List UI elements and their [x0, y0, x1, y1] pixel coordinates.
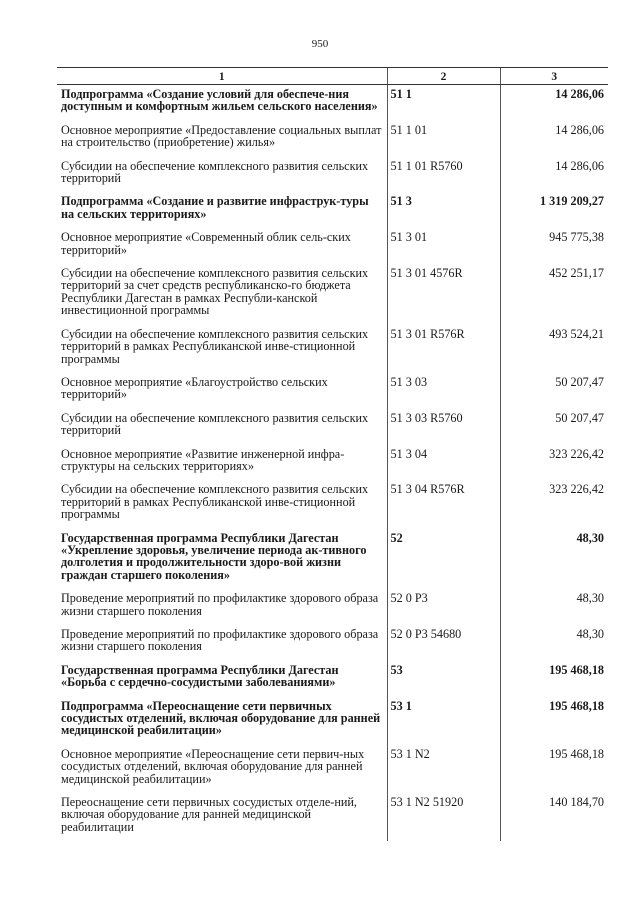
- row-name: Подпрограмма «Создание и развитие инфраструк-туры на сельских территориях»: [61, 194, 369, 221]
- row-code: 53 1 N2 51920: [387, 793, 500, 841]
- row-amount: 14 286,06: [500, 85, 608, 121]
- table-row: [57, 121, 608, 157]
- row-amount: 195 468,18: [500, 745, 608, 793]
- row-amount: 50 207,47: [500, 373, 608, 409]
- table-row: [57, 157, 608, 193]
- row-amount: 140 184,70: [500, 793, 608, 841]
- row-code: 53 1: [387, 697, 500, 745]
- row-name: Подпрограмма «Переоснащение сети первичных сосудистых отделений, включая оборудование для ранней медицинской реабилитации»: [61, 698, 381, 738]
- row-code: 51 3 04 R576R: [387, 480, 500, 528]
- table-body: [57, 85, 608, 842]
- column-header: 1: [57, 68, 387, 85]
- row-amount: 14 286,06: [500, 121, 608, 157]
- table-row: [57, 793, 608, 841]
- row-amount: 945 775,38: [500, 228, 608, 264]
- row-amount: 50 207,47: [500, 409, 608, 445]
- row-name: Основное мероприятие «Благоустройство сельских территорий»: [61, 374, 328, 402]
- row-amount: 195 468,18: [500, 661, 608, 697]
- page-number: 950: [311, 38, 329, 50]
- row-code: 51 1: [387, 85, 500, 121]
- row-amount: 195 468,18: [500, 697, 608, 745]
- budget-table: [57, 67, 608, 841]
- row-amount: 323 226,42: [500, 480, 608, 528]
- row-name: Субсидии на обеспечение комплексного развития сельских территорий за счет средств республиканско-го бюджета Республики Дагестан в рамках Республи-канской инвестиционной программы: [61, 266, 369, 318]
- row-code: 52 0 P3 54680: [387, 625, 500, 661]
- row-code: 51 3 01: [387, 228, 500, 264]
- row-amount: 14 286,06: [500, 157, 608, 193]
- table-row: [57, 228, 608, 264]
- table-row: [57, 529, 608, 590]
- row-amount: 1 319 209,27: [500, 192, 608, 228]
- row-name: Основное мероприятие «Развитие инженерной инфра-структуры на сельских территориях»: [61, 446, 345, 473]
- row-name: Государственная программа Республики Дагестан «Укрепление здоровья, увеличение периода ак-тивного долголетия и продолжительности здоро-вой жизни граждан старшего поколения»: [61, 530, 367, 582]
- row-name: Субсидии на обеспечение комплексного развития сельских территорий в рамках Республиканской инве-стиционной программы: [61, 326, 369, 366]
- row-code: 52: [387, 529, 500, 590]
- table-row: [57, 589, 608, 625]
- table-header: [57, 68, 608, 85]
- row-name: Переоснащение сети первичных сосудистых отделе-ний, включая оборудование для ранней медицинской реабилитации: [61, 795, 357, 834]
- row-code: 51 1 01: [387, 121, 500, 157]
- header-row: [57, 68, 608, 85]
- row-name: Основное мероприятие «Современный облик сель-ских территорий»: [61, 230, 351, 257]
- row-name: Основное мероприятие «Переоснащение сети первич-ных сосудистых отделений, включая оборудование для ранней медицинской реабилитации»: [61, 746, 365, 786]
- table-row: [57, 373, 608, 409]
- row-code: 51 3 01 R576R: [387, 325, 500, 373]
- table-row: [57, 697, 608, 745]
- row-amount: 48,30: [500, 529, 608, 590]
- table-row: [57, 85, 608, 121]
- row-name: Основное мероприятие «Предоставление социальных выплат на строительство (приобретение) жилья»: [61, 122, 382, 150]
- row-amount: 493 524,21: [500, 325, 608, 373]
- row-name: Субсидии на обеспечение комплексного развития сельских территорий: [61, 410, 369, 438]
- row-code: 51 3 03: [387, 373, 500, 409]
- table-row: [57, 661, 608, 697]
- table-row: [57, 264, 608, 325]
- column-header: 3: [500, 68, 608, 85]
- row-code: 51 1 01 R5760: [387, 157, 500, 193]
- row-code: 52 0 P3: [387, 589, 500, 625]
- row-code: 51 3: [387, 192, 500, 228]
- row-amount: 48,30: [500, 589, 608, 625]
- row-name: Проведение мероприятий по профилактике здорового образа жизни старшего поколения: [61, 627, 379, 654]
- table-row: [57, 445, 608, 481]
- row-name: Субсидии на обеспечение комплексного развития сельских территорий в рамках Республиканской инве-стиционной программы: [61, 482, 369, 522]
- row-name: Проведение мероприятий по профилактике здорового образа жизни старшего поколения: [61, 591, 379, 618]
- row-amount: 48,30: [500, 625, 608, 661]
- table-row: [57, 192, 608, 228]
- row-name: Государственная программа Республики Дагестан «Борьба с сердечно-сосудистыми заболеваниями»: [61, 662, 339, 690]
- table-row: [57, 480, 608, 528]
- row-amount: 323 226,42: [500, 445, 608, 481]
- column-header: 2: [387, 68, 500, 85]
- row-name: Подпрограмма «Создание условий для обеспече-ния доступным и комфортным жильем сельского населения»: [61, 87, 378, 114]
- row-code: 51 3 03 R5760: [387, 409, 500, 445]
- row-name: Субсидии на обеспечение комплексного развития сельских территорий: [61, 158, 369, 186]
- table-row: [57, 625, 608, 661]
- row-code: 51 3 04: [387, 445, 500, 481]
- table-row: [57, 745, 608, 793]
- table-row: [57, 409, 608, 445]
- row-code: 53: [387, 661, 500, 697]
- table-row: [57, 325, 608, 373]
- row-code: 51 3 01 4576R: [387, 264, 500, 325]
- row-amount: 452 251,17: [500, 264, 608, 325]
- row-code: 53 1 N2: [387, 745, 500, 793]
